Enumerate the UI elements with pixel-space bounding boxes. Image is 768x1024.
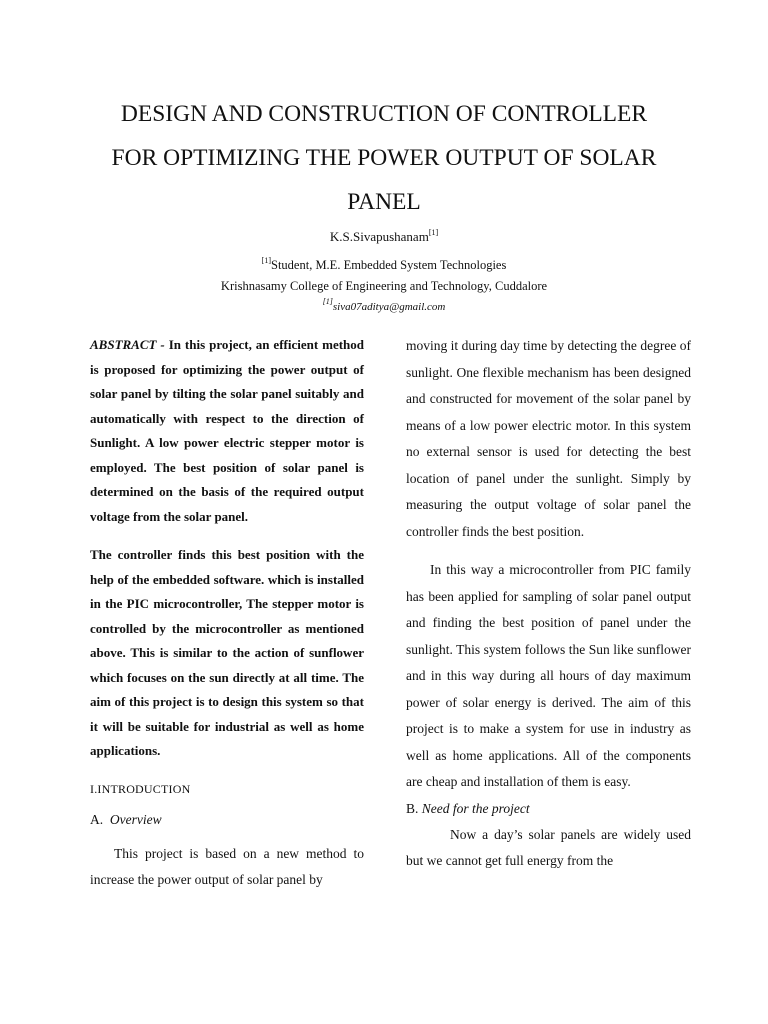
abstract-text-1: In this project, an efficient method is proposed for optimizing the power output of solar panel by tilting the solar panel suitably and automatically with respect to the direction of Sunlight. A low power electric stepper motor is employed. The best position of solar panel is determined on the basis of the required output voltage from the solar panel. (90, 337, 365, 524)
section-heading-introduction: I.INTRODUCTION (90, 781, 191, 796)
subheading-b-title: Need for the project (421, 800, 530, 816)
abstract-label: ABSTRACT - (90, 337, 165, 352)
subheading-a-title: Overview (109, 811, 162, 827)
intro-paragraph-left: This project is based on a new method to increase the power output of solar panel by (90, 845, 364, 887)
title-line-2: FOR OPTIMIZING THE POWER OUTPUT OF SOLAR (111, 145, 657, 171)
subheading-overview (90, 812, 364, 828)
subheading-b-number: B. (406, 800, 419, 816)
author-line (0, 229, 768, 245)
affiliation-line-1 (0, 258, 768, 273)
author-name: K.S.Sivapushanam (329, 229, 429, 244)
intro-paragraph-continued: moving it during day time by detecting the degree of sunlight. One flexible mechanism has been designed and constructed for movement of the solar panel by means of a low power electric motor. In this system no external sensor is used for detecting the best location of panel under the sunlight. Simply by measuring the output voltage of solar panel the controller finds the best position. (406, 338, 691, 539)
affiliation-line-2: Krishnasamy College of Engineering and Technology, Cuddalore (220, 279, 548, 293)
abstract-paragraph-2: The controller finds this best position with the help of the embedded software. which is installed in the PIC microcontroller, The stepper motor is controlled by the microcontroller as mentioned above. This is similar to the action of sunflower which focuses on the sun directly at all time. The aim of this project is to design this system so that it will be suitable for industrial as well as home applications. (90, 547, 364, 758)
email-sup: [1] (322, 297, 333, 306)
affiliation-role: Student, M.E. Embedded System Technologies (271, 258, 507, 272)
subheading-a-number: A. (90, 811, 104, 827)
need-paragraph: Now a day’s solar panels are widely used but we cannot get full energy from the (406, 826, 691, 868)
left-column (90, 333, 364, 894)
affiliation-sup: [1] (261, 256, 271, 265)
paper-title (60, 92, 708, 224)
email-line (0, 297, 768, 313)
title-line-3: PANEL (347, 189, 421, 215)
right-column (406, 333, 691, 875)
intro-paragraph-2: In this way a microcontroller from PIC family has been applied for sampling of solar panel output and finding the best position of panel under the sunlight. This system follows the Sun like sunflower and in this way during all hours of day maximum power of solar energy is derived. The aim of this project is to make a system for use in industry as well as home applications. All of the components are cheap and installation of them is easy. (406, 562, 691, 789)
title-line-1: DESIGN AND CONSTRUCTION OF CONTROLLER (120, 101, 648, 127)
abstract-paragraph-1 (90, 333, 364, 529)
author-sup: [1] (428, 228, 439, 237)
subheading-need (406, 796, 691, 822)
email-address[interactable]: siva07aditya@gmail.com (332, 301, 446, 313)
